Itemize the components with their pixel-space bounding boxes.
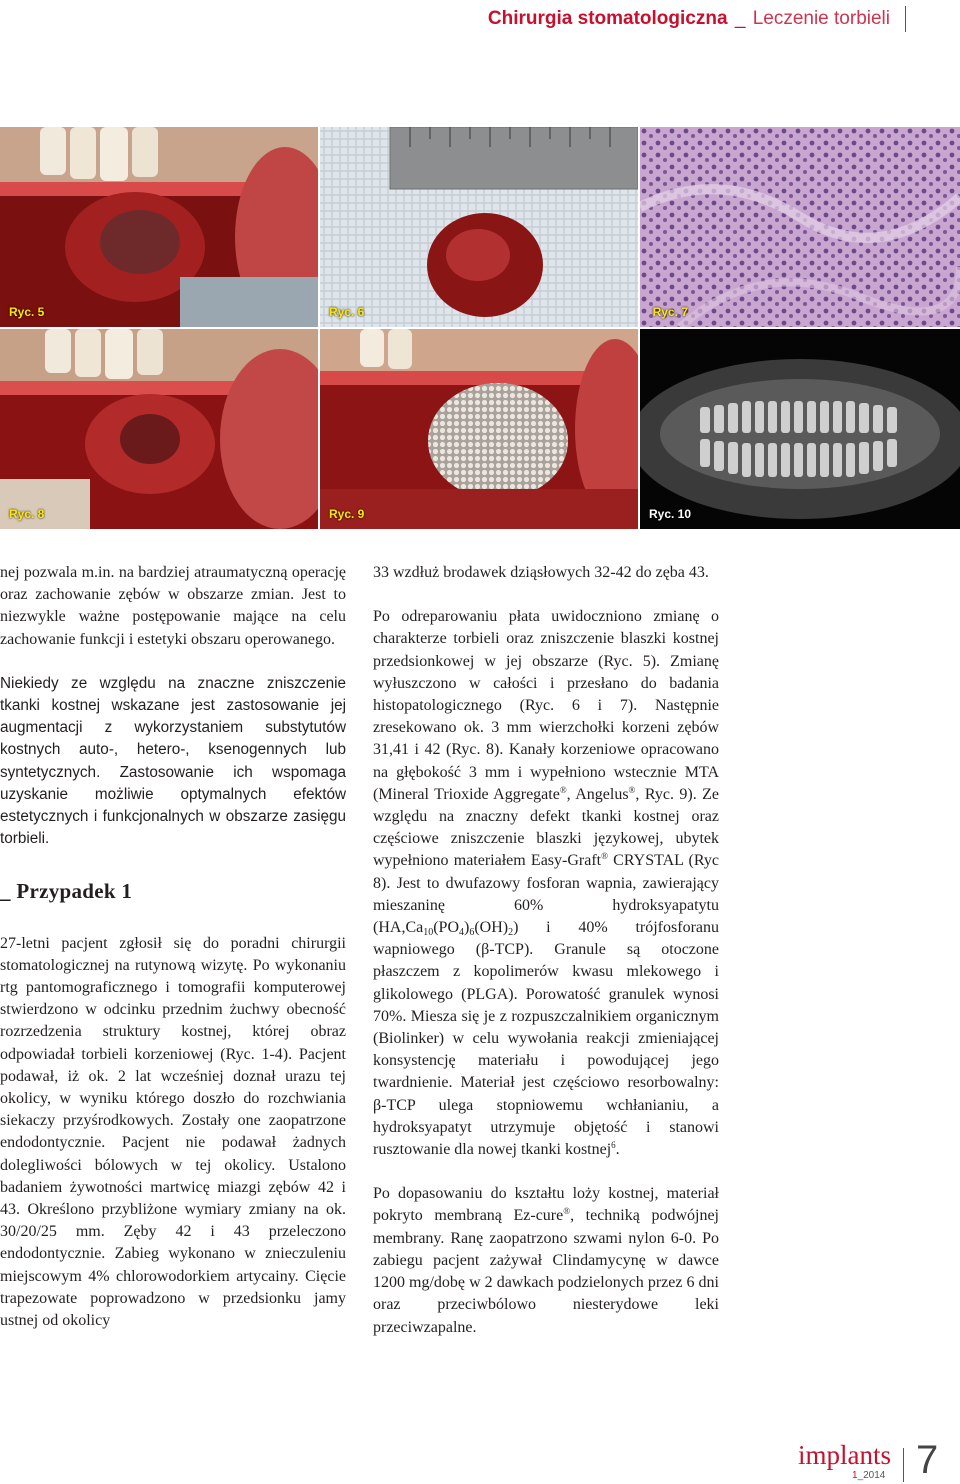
figure-label-ryc-7: Ryc. 7: [652, 305, 688, 319]
paragraph-procedure: Po odreparowaniu płata uwidoczniono zmianę o charakterze torbieli oraz zniszczenie blaszki kostnej przedsionkowej w jej obszarze (Ryc. 5). Zmianę wyłuszczono w całości i przesłano do badania histopatologicznego (Ryc. 6 i 7). Następnie zresekowano ok. 3 mm wierzchołki korzeni zębów 31,41 i 42 (Ryc. 8). Kanały korzeniowe opracowano na głębokość 3 mm i wypełniono wstecznie MTA (Mineral Trioxide Aggregate®, Angelus®, Ryc. 9). Ze względu na znaczny defekt tkanki kostnej oraz częściowe zniszczenie blaszki językowej, ubytek wypełniono materiałem Easy-Graft® CRYSTAL (Ryc 8). Jest to dwufazowy fosforan wapnia, zawierający mieszaninę 60% hydroksyapatytu $(HA,Ca_{10}(PO_4)_6(OH)_2)$ i 40% trójfosforanu wapniowego (β-TCP). Granule są otoczone płaszczem z kopolimerów kwasu mlekowego i glikolowego (PLGA). Porowatość granulek wynosi 70%. Miesza się je z rozpuszczalnikiem organicznym (Biolinker) w celu wywołania reakcji zmieniającej konsystencję materiału i powodującej jego twardnienie. Materiał jest częściowo resorbowalny: β-TCP ulega stopniowemu wchłanianiu, a hydroksyapatyt utrzymuje objętość i stanowi rusztowanie dla nowej tkanki kostnej$^6$.: [373, 608, 720, 1159]
paragraph-membrane: Po dopasowaniu do kształtu loży kostnej, materiał pokryto membraną Ez-cure®, techniką podwójnej membrany. Ranę zaopatrzono szwami nylon 6-0. Po zabiegu pacjent zażywał Clindamycynę w dawce 1200 mg/dobę w 2 dawkach podzielonych przez 6 dni oraz przeciwbólowo niesterydowe leki przeciwzapalne.: [373, 1185, 719, 1336]
section-heading: _ Przypadek 1: [0, 879, 133, 904]
paragraph-augmentation: Niekiedy ze względu na znaczne zniszczenie tkanki kostnej wskazane jest zastosowanie jej augmentacji z wykorzystaniem substytutów kostnych auto-, hetero-, ksenogennych lub syntetycznych. Zastosowanie ich wspomaga uzyskanie możliwie optymalnych efektów estetycznych i funkcjonalnych w obszarze zasięgu torbieli.: [0, 674, 346, 848]
paragraph-case-1: 27-letni pacjent zgłosił się do poradni chirurgii stomatologicznej na rutynową wizytę. Po wykonaniu rtg pantomograficznego i tomografii komputerowej stwierdzono w odcinku przednim żuchwy obecność rozrzedzenia struktury kostnej, której obraz odpowiadał torbieli korzeniowej (Ryc. 1-4). Pacjent podawał, iż ok. 2 lat wcześniej doznał urazu tej okolicy, w wyniku którego doszło do rozchwiania siekaczy przyśrodkowych. Zostały one zaopatrzone endodontycznie. Pacjent nie podawał żadnych dolegliwości bólowych w tej okolicy. Ustalono badaniem żywotności martwicę miazgi zębów 42 i 43. Określono przybliżone wymiary zmiany na ok. 30/20/25 mm. Zęby 42 i 43 przeleczono endodontycznie. Zabieg wykonano w znieczuleniu miejscowym 4% chlorowodorkiem artycainy. Cięcie trapezowate poprowadzono w przedsionku jamy ustnej od okolicy: [0, 934, 346, 1330]
figure-ryc-8: [0, 329, 318, 529]
header-rule: [905, 6, 906, 32]
running-header: [488, 8, 890, 30]
photo-bone-defect-icon: [0, 329, 318, 529]
figure-ryc-6: [320, 127, 638, 327]
figure-ryc-10: [640, 329, 960, 529]
header-section: Chirurgia stomatologiczna: [487, 8, 728, 29]
figure-label-ryc-6: Ryc. 6: [329, 305, 365, 319]
histopathology-micrograph-icon: [640, 127, 960, 327]
figure-label-ryc-5: Ryc. 5: [9, 305, 45, 319]
left-column: [0, 562, 346, 1354]
paragraph-incision-cont: 33 wzdłuż brodawek dziąsłowych 32-42 do zęba 43.: [373, 564, 709, 581]
header-topic: Leczenie torbieli: [752, 8, 890, 29]
header-separator: _: [734, 8, 746, 29]
journal-brand: implants: [798, 1440, 891, 1470]
photo-defect-filled-granules-icon: [320, 329, 638, 529]
figure-ryc-9: [320, 329, 638, 529]
figure-label-ryc-9: Ryc. 9: [329, 507, 365, 521]
figure-ryc-5: [0, 127, 318, 327]
page-number: 7: [916, 1438, 939, 1482]
photo-excised-lesion-on-gauze-icon: [320, 127, 638, 327]
figure-label-ryc-10: Ryc. 10: [649, 507, 692, 521]
paragraph-intro: nej pozwala m.in. na bardziej atraumatyczną operację oraz zachowanie zębów w obszarze zmian. Jest to niezwykle ważne postępowanie mające na celu zachowanie funkcji i estetyki obszaru operowanego.: [0, 564, 346, 648]
figure-label-ryc-8: Ryc. 8: [9, 507, 45, 521]
panoramic-xray-icon: [640, 329, 960, 529]
right-column: [373, 562, 719, 1361]
photo-oral-surgery-cyst-icon: [0, 127, 318, 327]
footer-rule: [903, 1448, 904, 1482]
journal-issue: 1_2014: [852, 1470, 886, 1481]
figure-ryc-7: [640, 127, 960, 327]
